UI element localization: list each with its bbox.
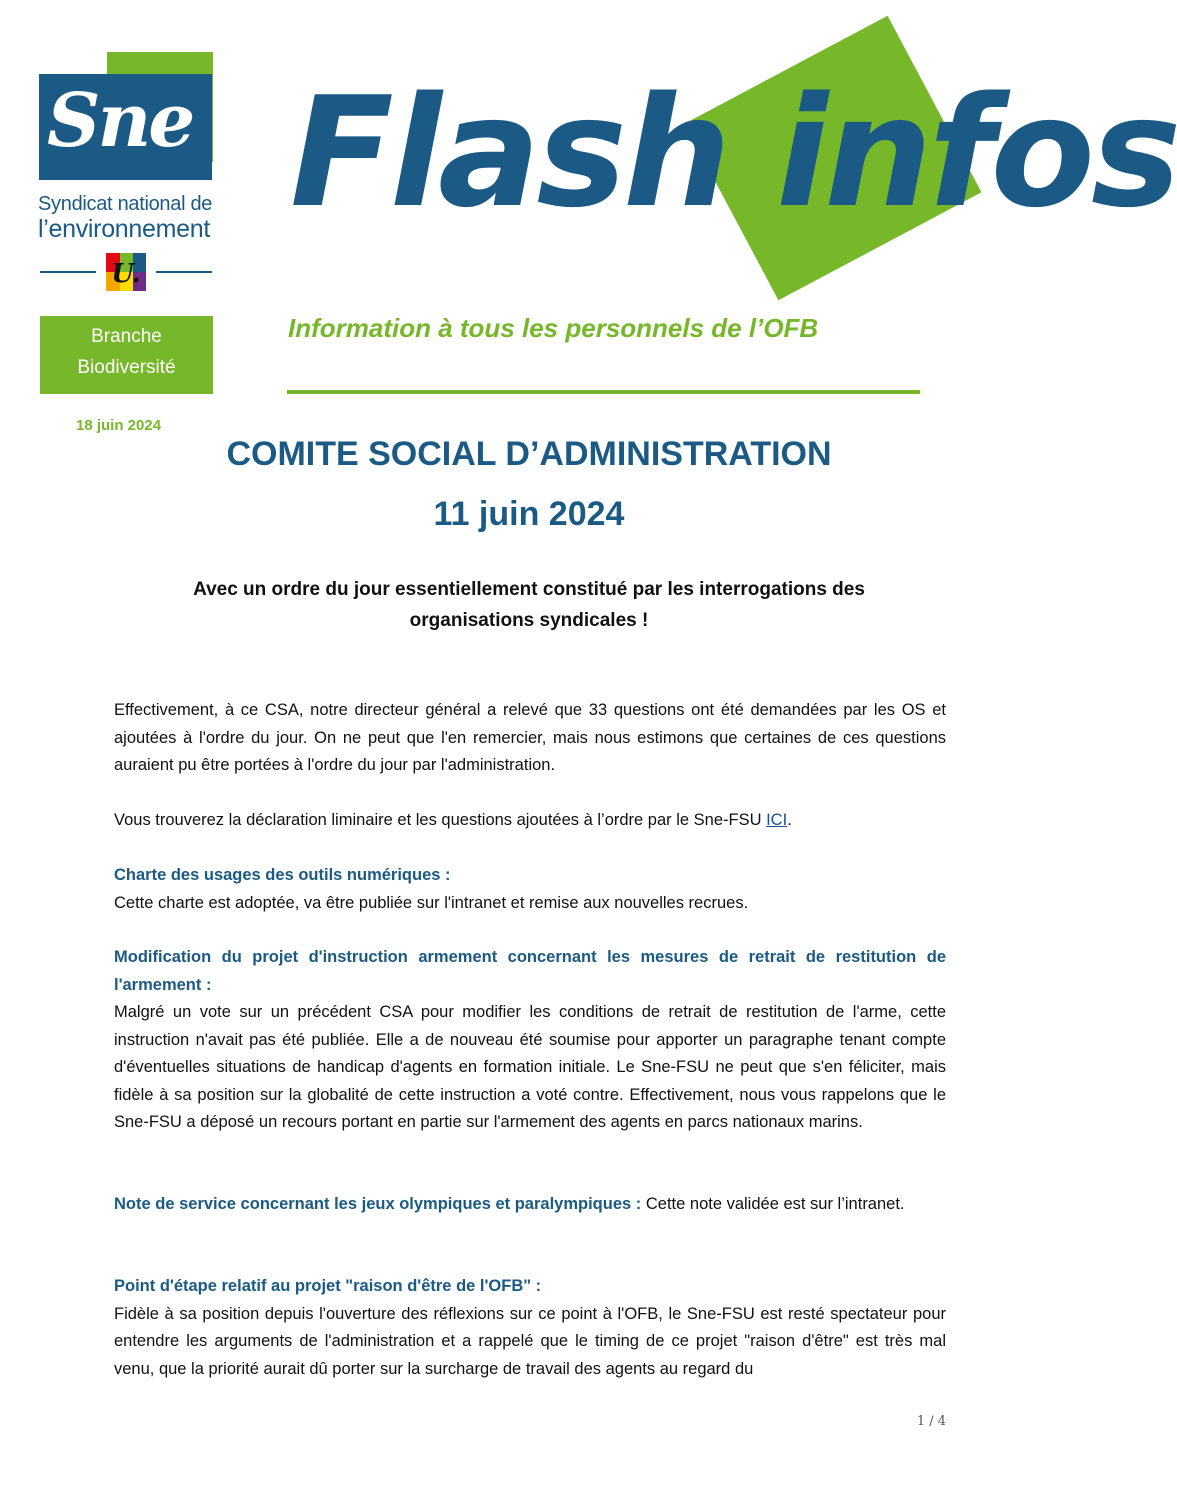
- section-jo-text: Cette note validée est sur l’intranet.: [641, 1195, 905, 1213]
- section-charte: [114, 862, 946, 917]
- section-charte-text: Cette charte est adoptée, va être publiée sur l'intranet et remise aux nouvelles recrues.: [114, 893, 749, 912]
- declaration-link[interactable]: ICI: [766, 811, 788, 829]
- page-title-date: 11 juin 2024: [433, 495, 625, 533]
- fsu-logo-letter: U.: [111, 259, 141, 289]
- page-title: COMITE SOCIAL D’ADMINISTRATION: [226, 435, 832, 473]
- logo-subtitle-line2: l’environnement: [38, 215, 210, 243]
- section-armement: [114, 944, 946, 1137]
- declaration-end: .: [787, 811, 792, 829]
- declaration-paragraph: [114, 807, 946, 835]
- fsu-divider-right: [156, 271, 212, 273]
- logo-acronym: Sne: [47, 78, 193, 164]
- page-subtitle: Avec un ordre du jour essentiellement constitué par les interrogations des organisations syndicales !: [193, 579, 865, 631]
- section-jo-heading: Note de service concernant les jeux olympiques et paralympiques :: [114, 1195, 642, 1213]
- section-raison-detre-heading: Point d'étape relatif au projet "raison d'être de l'OFB" :: [114, 1277, 542, 1295]
- section-jo: [114, 1191, 946, 1219]
- tagline: Information à tous les personnels de l’OFB: [288, 313, 819, 343]
- fsu-logo-icon: [106, 253, 146, 291]
- declaration-text: Vous trouverez la déclaration liminaire et les questions ajoutées à l’ordre par le Sne-FSU: [114, 811, 767, 829]
- section-armement-text: Malgré un vote sur un précédent CSA pour modifier les conditions de retrait de restitution de l'arme, cette instruction n'avait pas été publiée. Elle a de nouveau été soumise pour apporter un paragraphe tenant compte d'éventuelles situations de handicap d'agents en formation initiale. Le Sne-FSU ne peut que s'en féliciter, mais fidèle à sa position sur la globalité de cette instruction a voté contre. Effectivement, nous vous rappelons que le Sne-FSU a déposé un recours portant en partie sur l'armement des agents en parcs nationaux marins.: [114, 1003, 946, 1131]
- page-number: 1 / 4: [916, 1414, 946, 1429]
- branch-label-line2: Biodiversité: [77, 357, 176, 378]
- branch-label-line1: Branche: [91, 326, 162, 347]
- section-charte-heading: Charte des usages des outils numériques :: [114, 866, 451, 884]
- intro-paragraph: Effectivement, à ce CSA, notre directeur général a relevé que 33 questions ont été demandées par les OS et ajoutées à l'ordre du jour. On ne peut que l'en remercier, mais nous estimons que certaines de ces questions auraient pu être portées à l'ordre du jour par l'administration.: [114, 701, 946, 774]
- publication-date: 18 juin 2024: [76, 417, 162, 434]
- tagline-underline: [287, 390, 920, 394]
- logo-subtitle-line1: Syndicat national de: [38, 193, 213, 215]
- section-raison-detre-text: Fidèle à sa position depuis l'ouverture des réflexions sur ce point à l'OFB, le Sne-FSU est resté spectateur pour entendre les arguments de l'administration et a rappelé que le timing de ce projet "raison d'être" est très mal venu, que la priorité aurait dû porter sur la surcharge de travail des agents au regard du: [114, 1304, 946, 1378]
- banner-title: Flash infos: [290, 64, 1177, 241]
- section-armement-heading: Modification du projet d'instruction armement concernant les mesures de retrait de restitution de l'armement :: [114, 948, 946, 994]
- fsu-divider-left: [40, 271, 96, 273]
- section-raison-detre: [114, 1273, 946, 1383]
